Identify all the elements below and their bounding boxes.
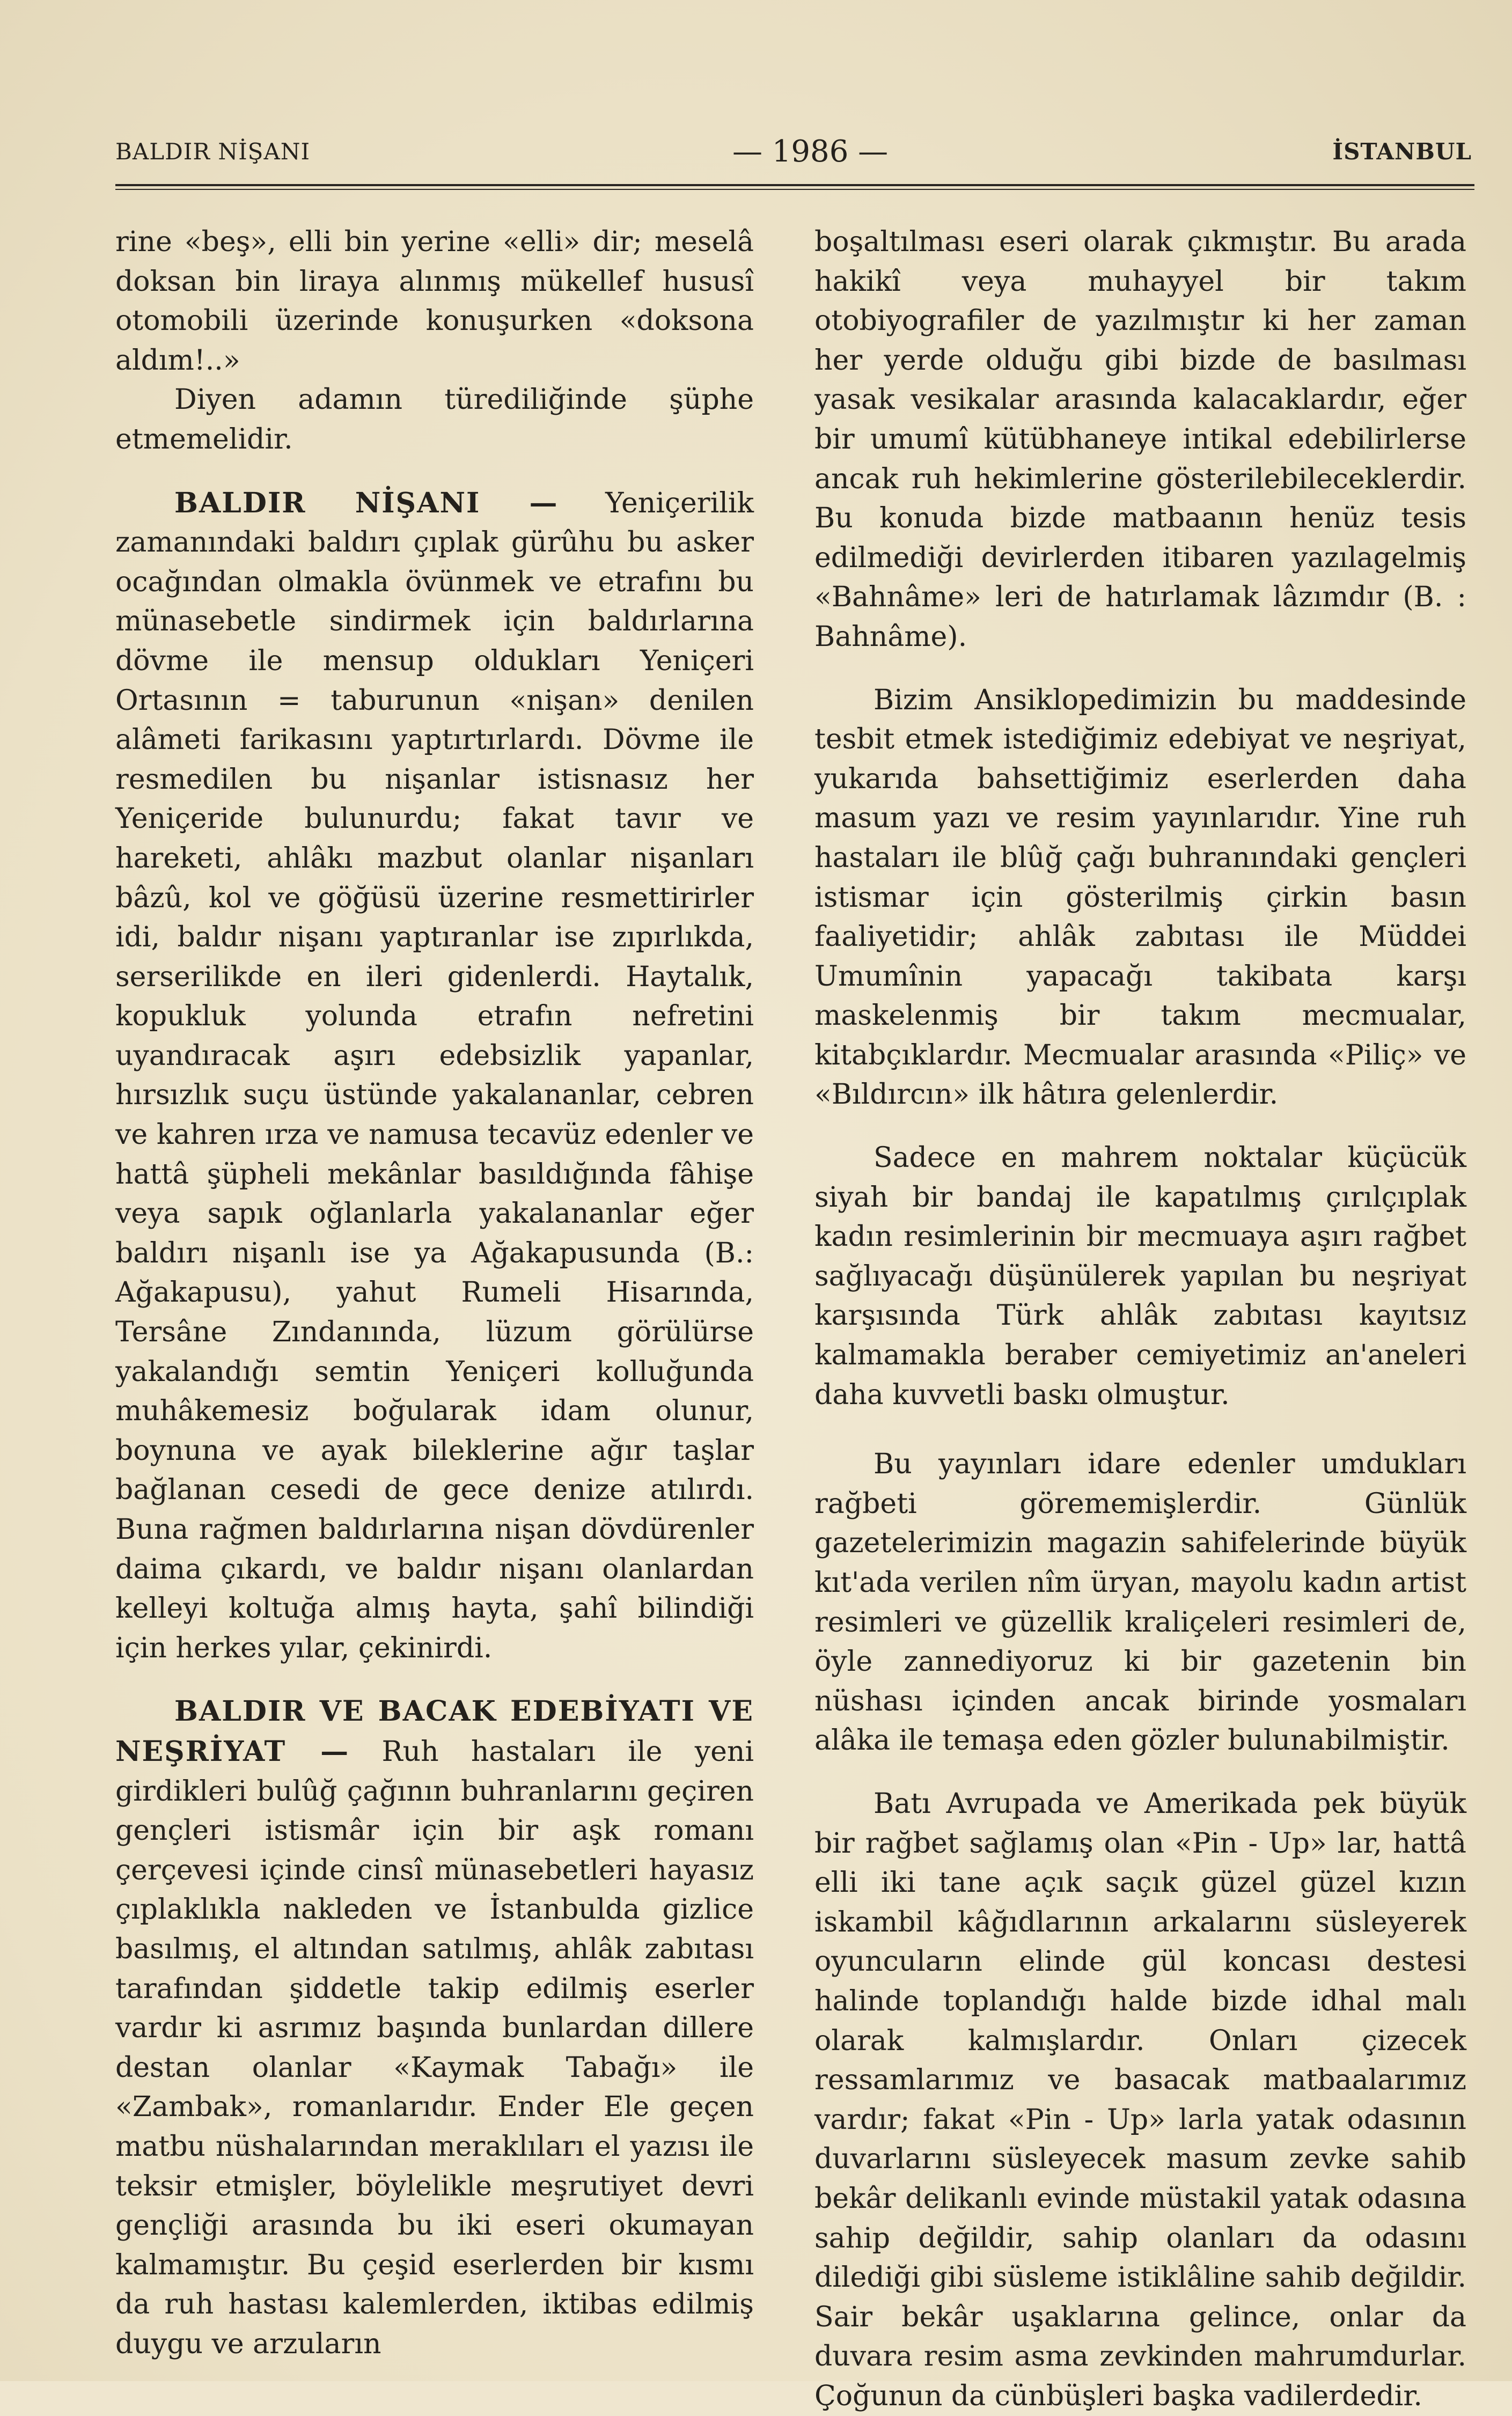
header-rule — [115, 184, 1474, 190]
entry-heading: BALDIR NİŞANI — — [174, 486, 559, 519]
entry-heading: BALDIR VE BACAK EDEBİYATI VE NEŞRİYAT — — [115, 1695, 754, 1768]
right-column — [814, 223, 1466, 2416]
paragraph: Bu yayınları idare edenler umdukları rağbeti görememişlerdir. Günlük gazetelerimizin magazin sahifelerinde büyük kıt'ada verilen nîm üryan, mayolu kadın artist resimleri ve güzellik kraliçeleri resimleri de, öyle zannediyoruz ki bir gazetenin bin nüshası içinden ancak birinde yosmaları alâka ile temaşa eden gözler bulunabilmiştir. — [814, 1448, 1466, 1757]
entry-text: Yeniçerilik zamanındaki baldırı çıplak gürûhu bu asker ocağından olmakla övünmek ve etrafını bu münasebetle sindirmek için baldırlarına dövme ile mensup oldukları Yeniçeri Ortasının = taburunun «nişan» denilen alâmeti farikasını yaptırtırlardı. Dövme ile resmedilen bu nişanlar istisnasız her Yeniçeride bulunurdu; fakat tavır ve hareketi, ahlâkı mazbut olanlar nişanları bâzû, kol ve göğüsü üzerine resmettirirler idi, baldır nişanı yaptıranlar ise zıpırlıkda, serserilikde en ileri gidenlerdi. Haytalık, kopukluk yolunda etrafın nefretini uyandıracak aşırı edebsizlik yapanlar, hırsızlık suçu üstünde yakalananlar, cebren ve kahren ırza ve namusa tecavüz edenler ve hattâ şüpheli mekânlar basıldığında fâhişe veya sapık oğlanlarla yakalananlar eğer baldırı nişanlı ise ya Ağakapusunda (B.: Ağakapusu), yahut Rumeli Hisarında, Tersâne Zındanında, lüzum görülürse yakalandığı semtin Yeniçeri kolluğunda muhâkemesiz boğularak idam olunur, boynuna ve ayak bileklerine ağır taşlar bağlanan cesedi de gece denize atılırdı. Buna rağmen baldırlarına nişan dövdürenler daima çıkardı, ve baldır nişanı olanlardan kelleyi koltuğa almış hayta, şahî bilindiği için herkes yılar, çekinirdi. — [115, 487, 754, 1664]
entry-baldir-nisani — [115, 483, 754, 1669]
left-column — [115, 223, 754, 2364]
paragraph: Batı Avrupada ve Amerikada pek büyük bir rağbet sağlamış olan «Pin - Up» lar, hattâ elli iki tane açık saçık güzel güzel kızın iskambil kâğıdlarının arkalarını süsleyerek oyuncuların elinde gül koncası destesi halinde toplandığı halde bizde idhal malı olarak kalmışlardır. Onları çizecek ressamlarımız ve basacak matbaalarımız vardır; fakat «Pin - Up» larla yatak odasının duvarlarını süsleyecek masum zevke sahib bekâr delikanlı evinde müstakil yatak odasına sahip değildir, sahip olanları da odasını dilediği gibi süsleme istiklâline sahib değildir. Sair bekâr uşaklarına gelince, onlar da duvara resim asma zevkinden mahrumdurlar. Çoğunun da cünbüşleri başka vadilerdedir. — [814, 1787, 1466, 2412]
paragraph: Bizim Ansiklopedimizin bu maddesinde tesbit etmek istediğimiz edebiyat ve neşriyat, yukarıda bahsettiğimiz eserlerden daha masum yazı ve resim yayınlarıdır. Yine ruh hastaları ile blûğ çağı buhranındaki gençleri istismar için gösterilmiş çirkin basın faaliyetidir; ahlâk zabıtası ile Müddei Umumînin yapacağı takibata karşı maskelenmiş bir takım mecmualar, kitabçıklardır. Mecmualar arasında «Piliç» ve «Bıldırcın» ilk hâtıra gelenlerdir. — [814, 684, 1466, 1111]
paragraph: rine «beş», elli bin yerine «elli» dir; meselâ doksan bin liraya alınmış mükellef hususî otomobili üzerinde konuşurken «doksona aldım!..» — [115, 226, 754, 377]
running-title: BALDIR NİŞANI — [115, 138, 311, 165]
paragraph: boşaltılması eseri olarak çıkmıştır. Bu arada hakikî veya muhayyel bir takım otobiyografiler de yazılmıştır ki her zaman her yerde olduğu gibi bizde de basılması yasak vesikalar arasında kalacaklardır, eğer bir umumî kütübhaneye intikal edebilirlerse ancak ruh hekimlerine gösterilebileceklerdir. Bu konuda bizde matbaanın henüz tesis edilmediği devirlerden itibaren yazılagelmiş «Bahnâme» leri de hatırlamak lâzımdır (B. : Bahnâme). — [814, 226, 1466, 653]
page-header — [115, 134, 1472, 176]
page-number: — 1986 — — [732, 134, 889, 169]
entry-text: Ruh hastaları ile yeni girdikleri bulûğ çağının buhranlarını geçiren gençleri istismâr için bir aşk romanı çerçevesi içinde cinsî münasebetleri hayasız çıplaklıkla nakleden ve İstanbulda gizlice basılmış, el altından satılmış, ahlâk zabıtası tarafından şiddetle takip edilmiş eserler vardır ki asrımız başında bunlardan dillere destan olanlar «Kaymak Tabağı» ile «Zambak», romanlarıdır. Ender Ele geçen matbu nüshalarından meraklıları el yazısı ile teksir etmişler, böylelikle meşrutiyet devri gençliği arasında bu iki eseri okumayan kalmamıştır. Bu çeşid eserlerden bir kısmı da ruh hastası kalemlerden, iktibas edilmiş duygu ve arzuların — [115, 1735, 754, 2360]
running-location: İSTANBUL — [1332, 138, 1472, 165]
entry-edebiyat-nesriyat — [115, 1692, 754, 2364]
paragraph: Sadece en mahrem noktalar küçücük siyah bir bandaj ile kapatılmış çırılçıplak kadın resimlerinin bir mecmuaya aşırı rağbet sağlıyacağı düşünülerek yapılan bu neşriyat karşısında Türk ahlâk zabıtası kayıtsız kalmamakla beraber cemiyetimiz an'aneleri daha kuvvetli baskı olmuştur. — [814, 1142, 1466, 1411]
paragraph: Diyen adamın türediliğinde şüphe etmemelidir. — [115, 384, 754, 456]
